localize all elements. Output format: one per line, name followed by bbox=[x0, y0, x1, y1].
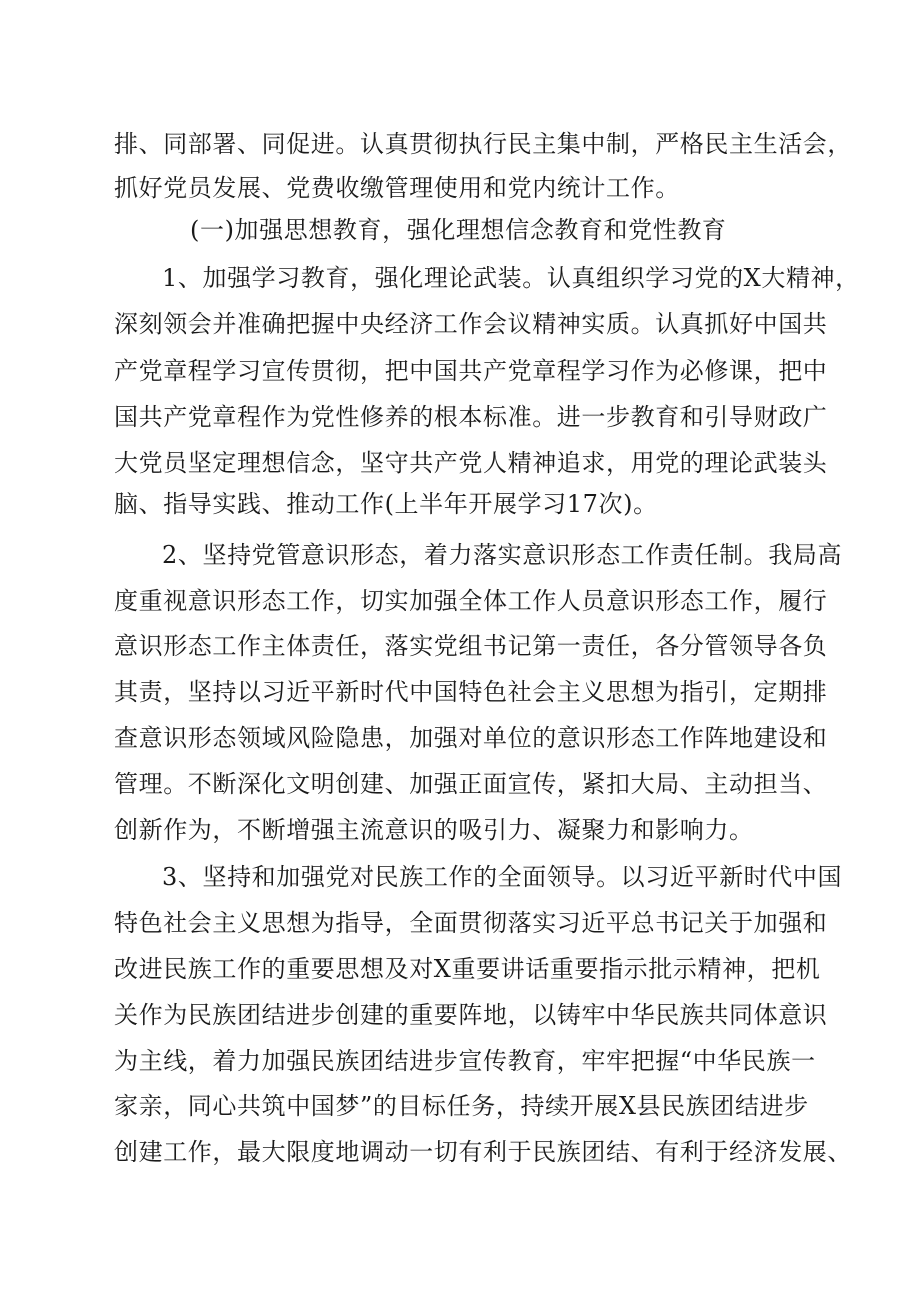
text-line: 深刻领会并准确把握中央经济工作会议精神实质。认真抓好中国共 bbox=[114, 310, 828, 338]
paragraph-first-line: 1、加强学习教育，强化理论武装。认真组织学习党的X大精神， bbox=[162, 264, 860, 292]
text-line: 管理。不断深化文明创建、加强正面宣传，紧扣大局、主动担当、 bbox=[114, 770, 828, 798]
text-line: 改进民族工作的重要思想及对X重要讲话重要指示批示精神，把机 bbox=[114, 955, 821, 983]
text-line: 大党员坚定理想信念，坚守共产党人精神追求，用党的理论武装头 bbox=[114, 449, 828, 477]
paragraph-first-line: 2、坚持党管意识形态，着力落实意识形态工作责任制。我局高 bbox=[162, 541, 843, 569]
text-line: 家亲，同心共筑中国梦”的目标任务，持续开展X县民族团结进步 bbox=[114, 1092, 809, 1120]
text-line: 排、同部署、同促进。认真贯彻执行民主集中制，严格民主生活会， bbox=[114, 130, 852, 158]
text-line: 查意识形态领域风险隐患，加强对单位的意识形态工作阵地建设和 bbox=[114, 724, 828, 752]
text-line: 特色社会主义思想为指导，全面贯彻落实习近平总书记关于加强和 bbox=[114, 909, 828, 937]
text-line: 创建工作，最大限度地调动一切有利于民族团结、有利于经济发展、 bbox=[114, 1138, 852, 1166]
section-heading: (一)加强思想教育，强化理想信念教育和党性教育 bbox=[190, 216, 727, 244]
text-line: 国共产党章程作为党性修养的根本标准。进一步教育和引导财政广 bbox=[114, 403, 828, 431]
text-line: 关作为民族团结进步创建的重要阵地，以铸牢中华民族共同体意识 bbox=[114, 1001, 828, 1029]
text-line: 为主线，着力加强民族团结进步宣传教育，牢牢把握“中华民族一 bbox=[114, 1047, 816, 1075]
text-line: 抓好党员发展、党费收缴管理使用和党内统计工作。 bbox=[114, 174, 680, 202]
text-line: 意识形态工作主体责任，落实党组书记第一责任，各分管领导各负 bbox=[114, 632, 828, 660]
text-line: 创新作为，不断增强主流意识的吸引力、凝聚力和影响力。 bbox=[114, 816, 754, 844]
text-line: 脑、指导实践、推动工作(上半年开展学习17次)。 bbox=[114, 490, 658, 518]
text-line: 产党章程学习宣传贯彻，把中国共产党章程学习作为必修课，把中 bbox=[114, 357, 828, 385]
paragraph-first-line: 3、坚持和加强党对民族工作的全面领导。以习近平新时代中国 bbox=[162, 863, 843, 891]
text-line: 度重视意识形态工作，切实加强全体工作人员意识形态工作，履行 bbox=[114, 587, 828, 615]
text-line: 其责，坚持以习近平新时代中国特色社会主义思想为指引，定期排 bbox=[114, 678, 828, 706]
